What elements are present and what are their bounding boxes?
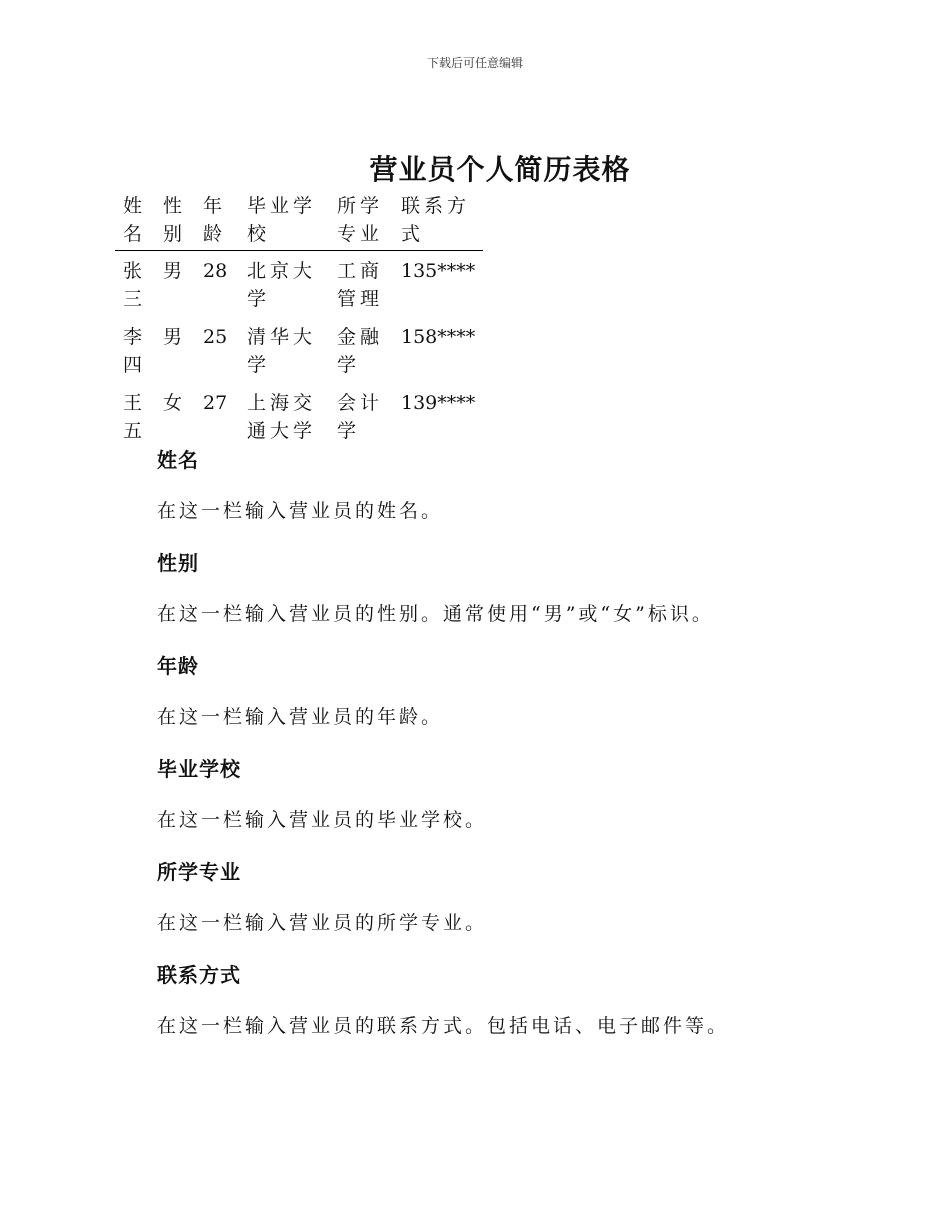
document-title: 营业员个人简历表格 [369, 153, 631, 186]
cell-gender: 男 [163, 260, 187, 282]
column-header-contact: 联系方式 [401, 195, 471, 245]
cell-contact: 139**** [401, 392, 476, 414]
cell-major: 金融学 [337, 326, 384, 376]
cell-major: 工商管理 [337, 260, 384, 310]
cell-name: 王五 [123, 392, 147, 442]
column-header-name: 姓名 [123, 195, 147, 245]
field-description: 在这一栏输入营业员的联系方式。包括电话、电子邮件等。 [157, 1015, 730, 1037]
field-section-school [157, 753, 917, 856]
table-body [115, 251, 483, 450]
cell-name: 张三 [123, 260, 147, 310]
field-description: 在这一栏输入营业员的年龄。 [157, 706, 444, 728]
field-heading: 所学专业 [157, 860, 241, 884]
field-heading: 性别 [157, 551, 199, 575]
resume-table [115, 190, 483, 449]
field-heading: 姓名 [157, 448, 199, 472]
table-header [115, 190, 483, 251]
field-section-gender [157, 547, 917, 650]
field-description: 在这一栏输入营业员的性别。通常使用“男”或“女”标识。 [157, 603, 714, 625]
field-descriptions [157, 444, 917, 1062]
cell-gender: 男 [163, 326, 187, 348]
field-description: 在这一栏输入营业员的毕业学校。 [157, 809, 488, 831]
table-row [115, 251, 483, 318]
cell-contact: 135**** [401, 260, 476, 282]
field-heading: 联系方式 [157, 963, 241, 987]
cell-name: 李四 [123, 326, 147, 376]
field-section-age [157, 650, 917, 753]
field-section-contact [157, 959, 917, 1062]
field-heading: 毕业学校 [157, 757, 241, 781]
table-header-row [115, 190, 483, 251]
column-header-major: 所学专业 [337, 195, 384, 245]
cell-age: 28 [203, 260, 228, 282]
table-row [115, 383, 483, 449]
table-row [115, 317, 483, 383]
column-header-age: 年龄 [203, 195, 227, 245]
cell-age: 25 [203, 326, 228, 348]
cell-school: 清华大学 [247, 326, 317, 376]
cell-contact: 158**** [401, 326, 476, 348]
cell-school: 上海交通大学 [247, 392, 317, 442]
cell-major: 会计学 [337, 392, 384, 442]
field-section-name [157, 444, 917, 547]
field-description: 在这一栏输入营业员的所学专业。 [157, 912, 488, 934]
column-header-gender: 性别 [163, 195, 187, 245]
page-header: 下载后可任意编辑 [426, 56, 523, 70]
cell-gender: 女 [163, 392, 187, 414]
field-heading: 年龄 [157, 654, 199, 678]
field-section-major [157, 856, 917, 959]
field-description: 在这一栏输入营业员的姓名。 [157, 500, 444, 522]
column-header-school: 毕业学校 [247, 195, 317, 245]
cell-age: 27 [203, 392, 228, 414]
cell-school: 北京大学 [247, 260, 317, 310]
